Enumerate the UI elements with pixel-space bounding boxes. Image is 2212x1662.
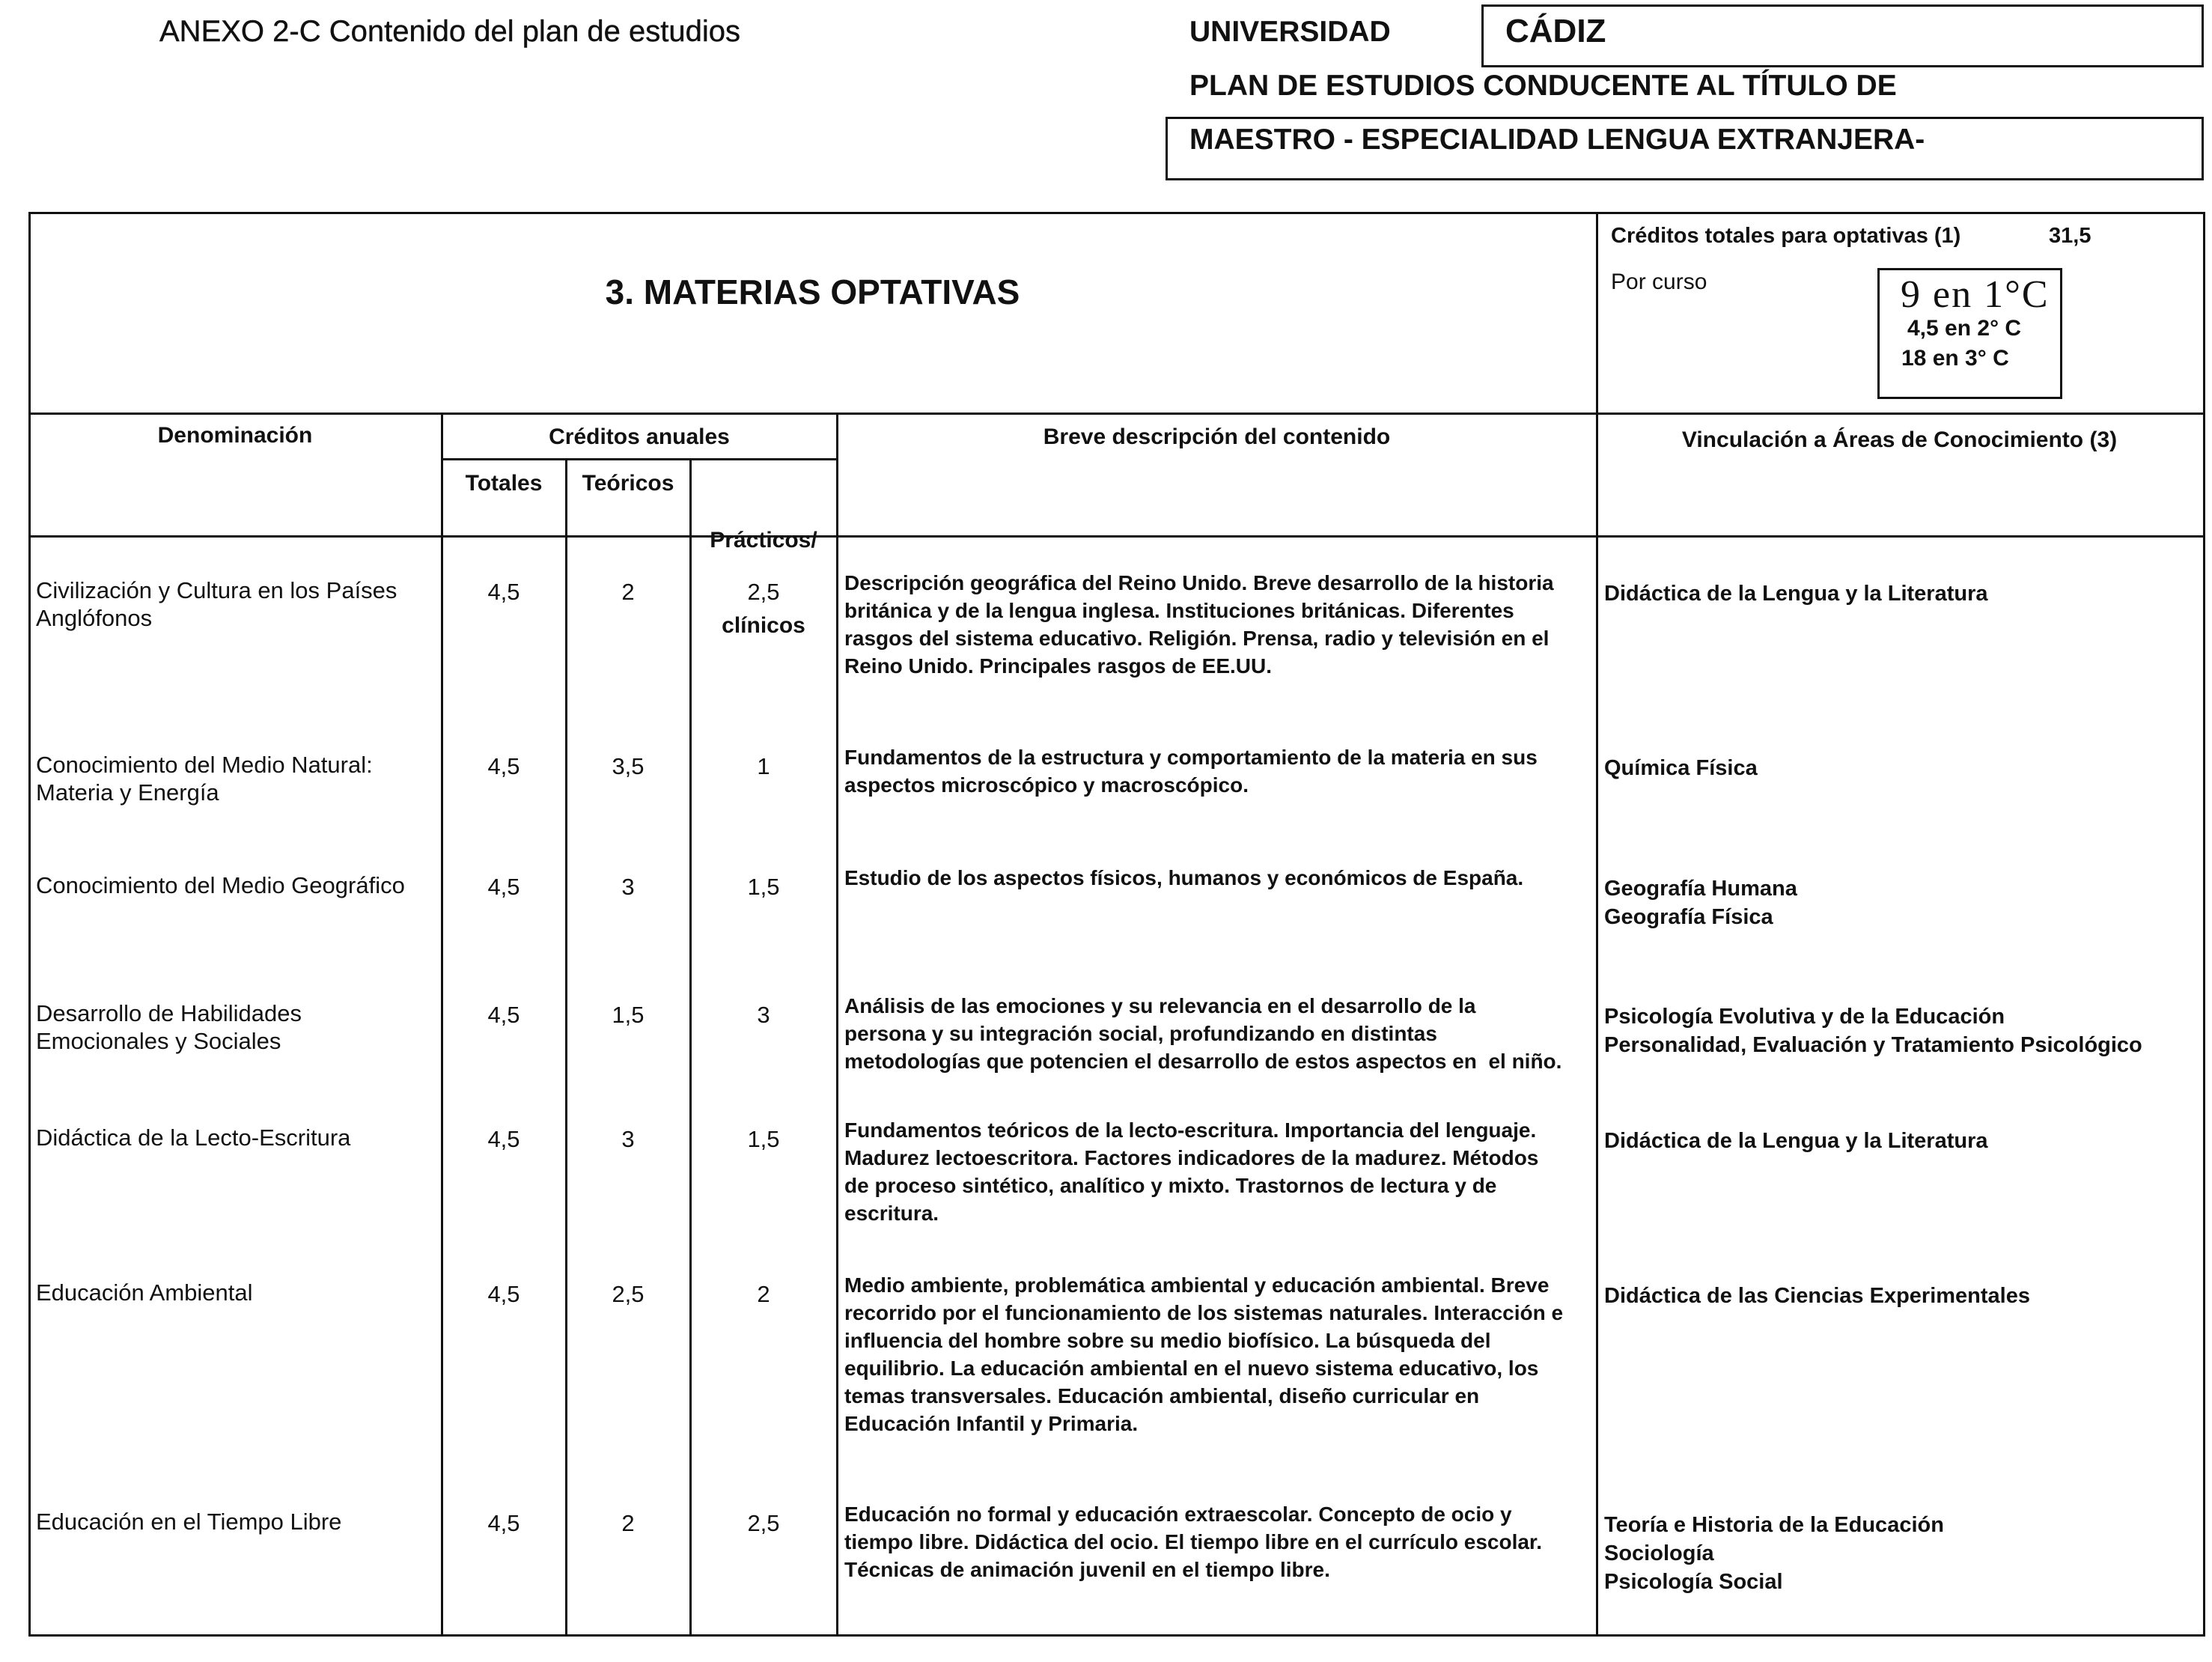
- text-line: Sociología: [1604, 1541, 1714, 1565]
- text-line: Didáctica de la Lengua y la Literatura: [1604, 1129, 1988, 1153]
- content-description: [844, 1116, 1593, 1227]
- text-line: Psicología Social: [1604, 1570, 1783, 1594]
- credits-theory: 2: [621, 579, 635, 605]
- text-line: británica y de la lengua inglesa. Instituciones británicas. Diferentes: [844, 599, 1514, 622]
- text-line: escritura.: [844, 1202, 939, 1225]
- text-line: recorrido por el funcionamiento de los sistemas naturales. Interacción e: [844, 1301, 1564, 1324]
- text-line: Conocimiento del Medio Natural:: [36, 752, 373, 778]
- text-line: Psicología Evolutiva y de la Educación: [1604, 1005, 2005, 1029]
- total-optional-credits-value: 31,5: [2049, 224, 2091, 248]
- subject-name: [36, 1508, 437, 1535]
- content-description: [844, 1271, 1593, 1437]
- column-header-description: Breve descripción del contenido: [1043, 424, 1391, 449]
- column-header-practice-line: Prácticos/: [710, 528, 817, 553]
- text-line: Educación en el Tiempo Libre: [36, 1509, 342, 1535]
- text-line: aspectos microscópico y macroscópico.: [844, 773, 1249, 797]
- credits-practice: 2: [757, 1281, 770, 1307]
- text-line: Reino Unido. Principales rasgos de EE.UU.: [844, 654, 1273, 678]
- knowledge-areas: [1604, 1282, 2196, 1310]
- column-header-practice-line: clínicos: [722, 613, 805, 638]
- text-line: metodologías que potencien el desarrollo de estos aspectos en el niño.: [844, 1050, 1562, 1073]
- knowledge-areas: [1604, 874, 2196, 931]
- text-line: Geografía Física: [1604, 905, 1773, 929]
- text-line: temas transversales. Educación ambiental, diseño curricular en: [844, 1384, 1480, 1407]
- text-line: Teoría e Historia de la Educación: [1604, 1513, 1944, 1537]
- credits-practice: 2,5: [747, 1510, 780, 1536]
- content-description: [844, 992, 1593, 1075]
- knowledge-areas: [1604, 1002, 2196, 1059]
- text-line: Personalidad, Evaluación y Tratamiento Psicológico: [1604, 1033, 2142, 1057]
- per-course-third-year: 18 en 3° C: [1901, 346, 2009, 371]
- credits-total: 4,5: [487, 579, 520, 605]
- content-description: [844, 743, 1593, 799]
- credits-total: 4,5: [487, 1002, 520, 1028]
- subject-name: [36, 1279, 437, 1306]
- text-line: Didáctica de la Lengua y la Literatura: [1604, 582, 1988, 606]
- text-line: Desarrollo de Habilidades: [36, 1000, 302, 1026]
- text-line: Técnicas de animación juvenil en el tiempo libre.: [844, 1558, 1330, 1581]
- university-name: CÁDIZ: [1505, 13, 1606, 49]
- column-header-name: Denominación: [157, 423, 313, 448]
- text-line: Análisis de las emociones y su relevancia en el desarrollo de la: [844, 994, 1476, 1017]
- text-line: equilibrio. La educación ambiental en el nuevo sistema educativo, los: [844, 1357, 1539, 1380]
- knowledge-areas: [1604, 1127, 2196, 1155]
- text-line: Educación no formal y educación extraescolar. Concepto de ocio y: [844, 1503, 1512, 1526]
- column-header-areas: Vinculación a Áreas de Conocimiento (3): [1681, 427, 2118, 452]
- knowledge-areas: [1604, 1511, 2196, 1596]
- credits-theory: 3: [621, 1126, 635, 1152]
- text-line: Fundamentos de la estructura y comportamiento de la materia en sus: [844, 746, 1538, 769]
- subject-name: [36, 871, 437, 899]
- credits-theory: 2,5: [612, 1281, 645, 1307]
- text-line: Fundamentos teóricos de la lecto-escritura. Importancia del lenguaje.: [844, 1118, 1537, 1142]
- degree-title: MAESTRO - ESPECIALIDAD LENGUA EXTRANJERA-: [1189, 124, 1925, 156]
- credits-total: 4,5: [487, 874, 520, 900]
- text-line: Estudio de los aspectos físicos, humanos y económicos de España.: [844, 866, 1524, 889]
- text-line: tiempo libre. Didáctica del ocio. El tiempo libre en el currículo escolar.: [844, 1530, 1543, 1553]
- annex-title: ANEXO 2-C Contenido del plan de estudios: [159, 15, 741, 48]
- knowledge-areas: [1604, 754, 2196, 782]
- credits-practice: 1: [757, 753, 770, 779]
- credits-practice: 2,5: [747, 579, 780, 605]
- section-title: 3. MATERIAS OPTATIVAS: [605, 273, 1020, 311]
- text-line: Didáctica de las Ciencias Experimentales: [1604, 1284, 2030, 1308]
- credits-total: 4,5: [487, 1281, 520, 1307]
- text-line: Materia y Energía: [36, 779, 219, 806]
- column-header-theory: Teóricos: [582, 471, 674, 496]
- knowledge-areas: [1604, 579, 2196, 608]
- text-line: Medio ambiente, problemática ambiental y educación ambiental. Breve: [844, 1273, 1550, 1297]
- text-line: Madurez lectoescritora. Factores indicadores de la madurez. Métodos: [844, 1146, 1539, 1169]
- text-line: de proceso sintético, analítico y mixto. Trastornos de lectura y de: [844, 1174, 1497, 1197]
- subject-name: [36, 751, 437, 806]
- text-line: Civilización y Cultura en los Países: [36, 577, 397, 603]
- text-line: Anglófonos: [36, 605, 153, 631]
- credits-theory: 3,5: [612, 753, 645, 779]
- university-label: UNIVERSIDAD: [1189, 16, 1391, 48]
- credits-practice: 1,5: [747, 1126, 780, 1152]
- text-line: Didáctica de la Lecto-Escritura: [36, 1124, 351, 1151]
- text-line: Química Física: [1604, 756, 1758, 780]
- column-header-credits: Créditos anuales: [549, 424, 730, 449]
- content-description: [844, 864, 1593, 892]
- column-header-total: Totales: [465, 471, 543, 496]
- text-line: rasgos del sistema educativo. Religión. Prensa, radio y televisión en el: [844, 627, 1550, 650]
- credits-total: 4,5: [487, 1510, 520, 1536]
- credits-total: 4,5: [487, 753, 520, 779]
- content-description: [844, 1500, 1593, 1583]
- credits-practice: 3: [757, 1002, 770, 1028]
- text-line: Emocionales y Sociales: [36, 1028, 281, 1054]
- total-optional-credits-label: Créditos totales para optativas (1): [1611, 224, 1961, 248]
- text-line: Educación Infantil y Primaria.: [844, 1412, 1139, 1435]
- per-course-second-year: 4,5 en 2° C: [1907, 316, 2022, 341]
- text-line: Geografía Humana: [1604, 877, 1797, 901]
- subject-name: [36, 1124, 437, 1151]
- subject-name: [36, 999, 437, 1055]
- subject-name: [36, 576, 437, 632]
- credits-theory: 2: [621, 1510, 635, 1536]
- text-line: influencia del hombre sobre su medio biofísico. La búsqueda del: [844, 1329, 1491, 1352]
- text-line: Educación Ambiental: [36, 1279, 253, 1306]
- credits-practice: 1,5: [747, 874, 780, 900]
- text-line: Conocimiento del Medio Geográfico: [36, 872, 405, 898]
- content-description: [844, 569, 1593, 680]
- plan-title: PLAN DE ESTUDIOS CONDUCENTE AL TÍTULO DE: [1189, 70, 1897, 102]
- per-course-label: Por curso: [1611, 270, 1707, 294]
- credits-theory: 3: [621, 874, 635, 900]
- text-line: Descripción geográfica del Reino Unido. Breve desarrollo de la historia: [844, 571, 1554, 594]
- per-course-first-year: 9 en 1°C: [1901, 273, 2050, 316]
- credits-total: 4,5: [487, 1126, 520, 1152]
- credits-theory: 1,5: [612, 1002, 645, 1028]
- text-line: persona y su integración social, profundizando en distintas: [844, 1022, 1437, 1045]
